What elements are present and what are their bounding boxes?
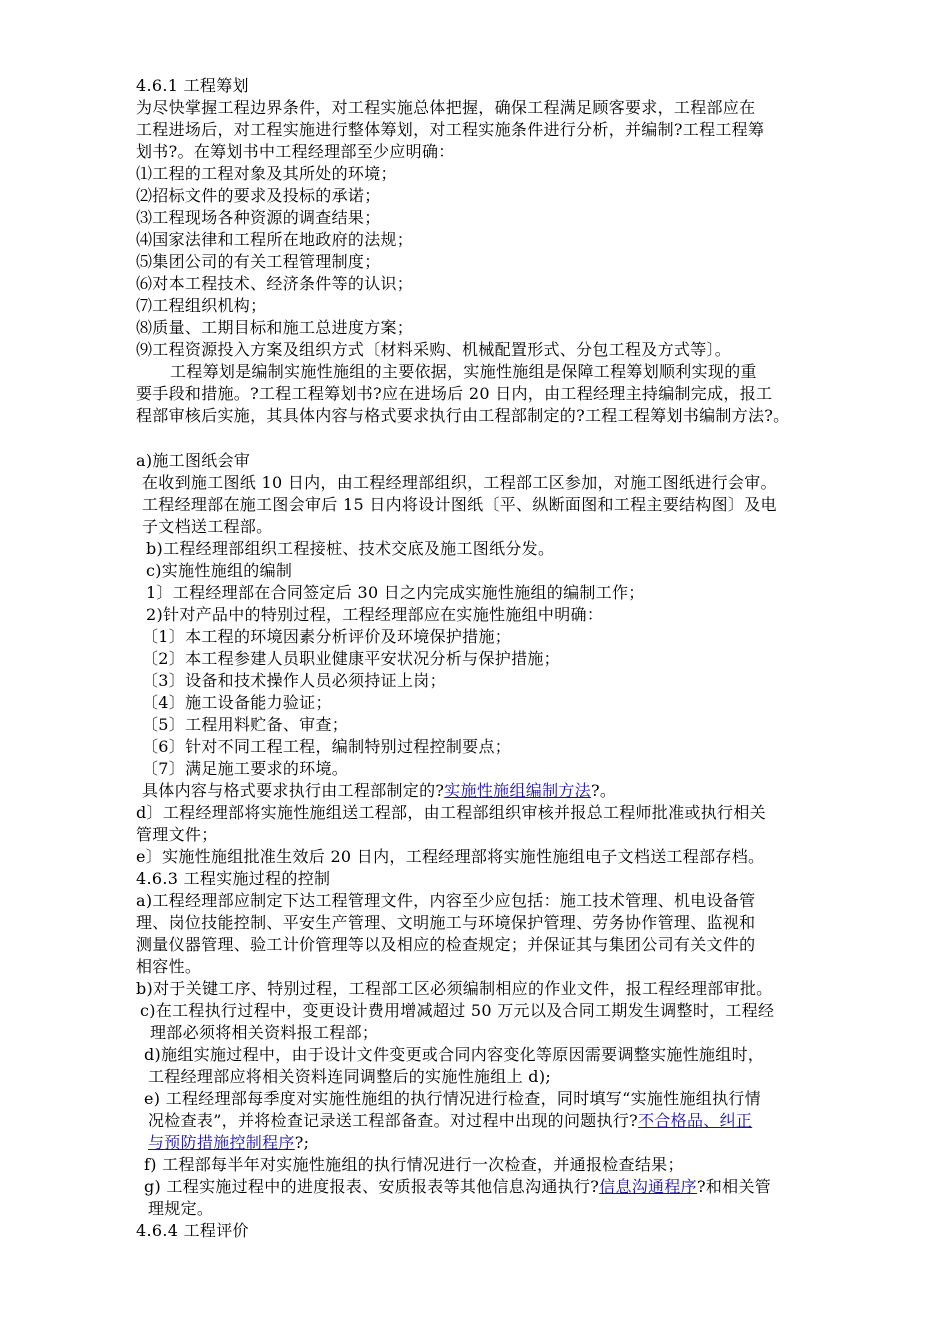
document-link[interactable]: 与预防措施控制程序 [148, 1133, 295, 1152]
line-text: a)施工图纸会审 [136, 451, 251, 470]
text-line [136, 273, 413, 295]
text-line [142, 648, 560, 670]
text-line [136, 229, 413, 251]
line-text: 况检查表”，并将检查记录送工程部备查。对过程中出现的问题执行? [148, 1111, 639, 1130]
line-text: 4.6.1 工程筹划 [136, 76, 249, 95]
line-text: ⑶工程现场各种资源的调查结果； [136, 208, 381, 227]
text-line [144, 1176, 771, 1198]
line-text: ⑼工程资源投入方案及组织方式〔材料采购、机械配置形式、分包工程及方式等〕。 [136, 340, 732, 359]
line-text: d)施组实施过程中，由于设计文件变更或合同内容变化等原因需要调整实施性施组时， [144, 1045, 765, 1064]
text-line [142, 692, 332, 714]
line-text: 测量仪器管理、验工计价管理等以及相应的检查规定；并保证其与集团公司有关文件的 [136, 935, 756, 954]
line-text: ⑵招标文件的要求及投标的承诺； [136, 186, 381, 205]
text-line [146, 560, 292, 582]
line-text: 具体内容与格式要求执行由工程部制定的? [142, 781, 445, 800]
text-line [144, 1088, 761, 1110]
line-text: 理规定。 [148, 1199, 214, 1218]
line-text: 2)针对产品中的特别过程，工程经理部应在实施性施组中明确： [146, 605, 604, 624]
text-line [136, 119, 764, 141]
line-text: 管理文件； [136, 825, 218, 844]
text-line [136, 163, 397, 185]
line-text: 〔6〕针对不同工程工程，编制特别过程控制要点； [142, 737, 512, 756]
text-line [142, 714, 348, 736]
line-text: 〔7〕满足施工要求的环境。 [142, 759, 349, 778]
text-line [142, 736, 511, 758]
text-line [148, 1198, 213, 1220]
line-text: f) 工程部每半年对实施性施组的执行情况进行一次检查，并通报检查结果； [144, 1155, 684, 1174]
line-text: a)工程经理部应制定下达工程管理文件，内容至少应包括：施工技术管理、机电设备管 [136, 891, 756, 910]
line-text: 相容性。 [136, 957, 202, 976]
text-line [148, 1132, 309, 1154]
text-line [136, 383, 772, 405]
text-line [136, 846, 764, 868]
line-text: c)实施性施组的编制 [146, 561, 293, 580]
text-line [136, 934, 755, 956]
line-text: b)对于关键工序、特别过程，工程部工区必须编制相应的作业文件，报工程经理部审批。 [136, 979, 773, 998]
text-line [136, 956, 201, 978]
line-text: ⑷国家法律和工程所在地政府的法规； [136, 230, 414, 249]
document-link[interactable]: 不合格品、纠正 [638, 1111, 753, 1130]
text-line [142, 516, 272, 538]
line-text: e〕实施性施组批准生效后 20 日内，工程经理部将实施性施组电子文档送工程部存档。 [136, 847, 765, 866]
text-line [142, 758, 348, 780]
line-text: ⑺工程组织机构； [136, 296, 267, 315]
text-line [148, 1110, 752, 1132]
text-line [136, 75, 249, 97]
text-line [136, 912, 755, 934]
text-line [136, 207, 381, 229]
line-text: 〔4〕施工设备能力验证； [142, 693, 332, 712]
text-line [146, 604, 603, 626]
line-text: e) 工程经理部每季度对实施性施组的执行情况进行检查，同时填写“实施性施组执行情 [144, 1089, 761, 1108]
line-text: 要手段和措施。?工程工程筹划书?应在进场后 20 日内，由工程经理主持编制完成，报工 [136, 384, 773, 403]
line-text: d〕工程经理部将实施性施组送工程部，由工程部组织审核并报总工程师批准或执行相关 [136, 803, 766, 822]
text-line [136, 450, 250, 472]
line-text: 〔2〕本工程参建人员职业健康平安状况分析与保护措施； [142, 649, 560, 668]
line-text: 〔5〕工程用料贮备、审查； [142, 715, 349, 734]
text-line [136, 339, 731, 361]
text-line [142, 494, 777, 516]
text-line [140, 1000, 774, 1022]
document-link[interactable]: 信息沟通程序 [599, 1177, 697, 1196]
line-text: 划书?。在筹划书中工程经理部至少应明确： [136, 142, 455, 161]
text-line [136, 317, 413, 339]
text-line [136, 824, 218, 846]
line-text: 程部审核后实施，其具体内容与格式要求执行由工程部制定的?工程工程筹划书编制方法?。 [136, 406, 790, 425]
text-line [136, 890, 755, 912]
text-line [136, 868, 330, 890]
text-line [142, 472, 777, 494]
line-text: 理、岗位技能控制、平安生产管理、文明施工与环境保护管理、劳务协作管理、监视和 [136, 913, 756, 932]
line-text-after-link: ?。 [590, 781, 617, 800]
line-text: 工程筹划是编制实施性施组的主要依据，实施性施组是保障工程筹划顺利实现的重 [170, 362, 757, 381]
line-text: 〔3〕设备和技术操作人员必须持证上岗； [142, 671, 446, 690]
line-text: 4.6.3 工程实施过程的控制 [136, 869, 331, 888]
text-line [142, 670, 446, 692]
line-text: g) 工程实施过程中的进度报表、安质报表等其他信息沟通执行? [144, 1177, 600, 1196]
line-text-after-link: ?; [294, 1133, 310, 1152]
line-text: 工程经理部在施工图会审后 15 日内将设计图纸〔平、纵断面图和工程主要结构图〕及电 [142, 495, 777, 514]
line-text: ⑻质量、工期目标和施工总进度方案； [136, 318, 414, 337]
text-line [136, 251, 381, 273]
line-text: 4.6.4 工程评价 [136, 1221, 249, 1240]
line-text-after-link: ?和相关管 [696, 1177, 772, 1196]
text-line [136, 978, 773, 1000]
line-text: 1〕工程经理部在合同签定后 30 日之内完成实施性施组的编制工作； [146, 583, 645, 602]
line-text: ⑴工程的工程对象及其所处的环境； [136, 164, 397, 183]
text-line [142, 780, 616, 802]
line-text: ⑹对本工程技术、经济条件等的认识； [136, 274, 414, 293]
text-line [170, 361, 757, 383]
line-text: 工程经理部应将相关资料连同调整后的实施性施组上 d); [148, 1067, 552, 1086]
text-line [150, 1022, 378, 1044]
text-line [136, 802, 766, 824]
line-text: 理部必须将相关资料报工程部； [150, 1023, 379, 1042]
line-text: 为尽快掌握工程边界条件，对工程实施总体把握，确保工程满足顾客要求，工程部应在 [136, 98, 756, 117]
line-text: c)在工程执行过程中，变更设计费用增减超过 50 万元以及合同工期发生调整时，工程经 [140, 1001, 775, 1020]
text-line [136, 405, 789, 427]
line-text: b)工程经理部组织工程接桩、技术交底及施工图纸分发。 [146, 539, 555, 558]
text-line [144, 1154, 684, 1176]
text-line [146, 538, 554, 560]
text-line [144, 1044, 764, 1066]
line-text: ⑸集团公司的有关工程管理制度； [136, 252, 381, 271]
line-text: 工程进场后，对工程实施进行整体筹划，对工程实施条件进行分析，并编制?工程工程筹 [136, 120, 765, 139]
text-line [146, 582, 645, 604]
document-link[interactable]: 实施性施组编制方法 [444, 781, 591, 800]
text-line [142, 626, 511, 648]
text-line [136, 185, 381, 207]
line-text: 在收到施工图纸 10 日内，由工程经理部组织，工程部工区参加，对施工图纸进行会审。 [142, 473, 777, 492]
line-text: 子文档送工程部。 [142, 517, 273, 536]
line-text: 〔1〕本工程的环境因素分析评价及环境保护措施； [142, 627, 512, 646]
text-line [148, 1066, 551, 1088]
text-line [136, 97, 755, 119]
text-line [136, 141, 455, 163]
text-line [136, 1220, 249, 1242]
text-line [136, 295, 266, 317]
